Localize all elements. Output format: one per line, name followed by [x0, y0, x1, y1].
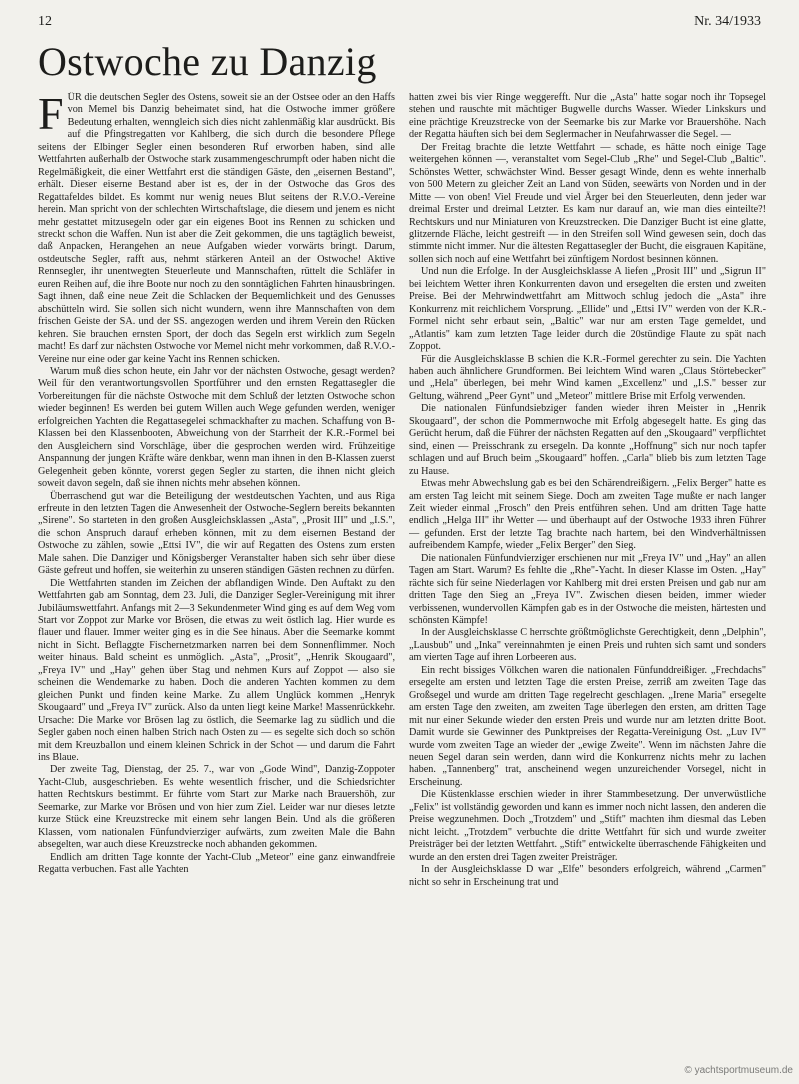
paragraph: hatten zwei bis vier Ringe weggerefft. Nur die „Asta" hatte sogar noch ihr Topsegel stehen und rauschte mit mächtiger Bugwelle durchs Wasser. Wieder Linkskurs und eine prächtige Kreuzstrecke von der Seemarke bis zur Marke vor Brauershöhe. Nach der Regatta häuften sich bei dem Seglermacher in Neufahrwasser die Segel. —: [409, 92, 766, 141]
paragraph: Warum muß dies schon heute, ein Jahr vor der nächsten Ostwoche, gesagt werden? Weil für den verantwortungsvollen Sportführer und den ernsten Regattasegler die Vorbereitungen für die nächste Ostwoche mit dem Schluß der letzten Ostwoche schon wieder beginnen! Es werden bei gutem Willen auch Wege gefunden werden, weniger erfolgreichen Yachten die Regattasegelei schmackhafter zu machen. Schaffung von B-Klassen bei den Klassenbooten, Abweichung von der Starrheit der K.R.-Formel bei den Ausgleichern sind Vorschläge, über die gesprochen werden wird. Frühzeitige Anspannung der jungen Kräfte wäre denkbar, wenn man ihnen in den B-Klassen zuerst Gelegenheit geben könnte, vorerst gegen Segler zu starten, die ihnen nicht gleich soweit davon segeln, daß sie ihnen nichts mehr absehen können.: [38, 365, 395, 490]
paragraph: Für die Ausgleichsklasse B schien die K.R.-Formel gerechter zu sein. Die Yachten haben auch ähnlichere Grundformen. Bei leichtem Wind waren „Claus Störtebecker" und „Hela" überlegen, bei mehr Wind kamen „Excellenz" und „I.S." besser zur Geltung, während „Peer Gynt" und „Meteor" mittlere Brise mit Erfolg verwenden.: [409, 353, 766, 402]
article-body: [38, 92, 766, 1064]
paragraph: In der Ausgleichsklasse D war „Elfe" besonders erfolgreich, während „Carmen" nicht so sehr in Erscheinung trat und: [409, 864, 766, 888]
paragraph: Die nationalen Fünfundvierziger erschienen nur mit „Freya IV" und „Hay" an allen Tagen am Start. Warum? Es fehlte die „Rhe"-Yacht. In dieser Klasse im Osten. „Hay" rächte sich für seine Niederlagen vor Kahlberg mit drei ersten Preisen und gab nur am dritten Tage den Sieg an „Freya IV". Zwischen diesen beiden, immer wieder verbissenen, wundervollen Kämpfen gab es in der Ostwoche die meisten, härtesten und schönsten Kämpfe!: [409, 552, 766, 627]
paragraph: Die Wettfahrten standen im Zeichen der abflandigen Winde. Den Auftakt zu den Wettfahrten gab am Sonntag, dem 23. Juli, die Danziger Segler-Vereinigung mit ihrer Jubiläumswettfahrt. Anfangs mit 2—3 Sekundenmeter Wind ging es auf dem Weg vom Start vor Zoppot zur Marke vor Brösen, die etwas zu weit östlich lag. Hier wurde es flauer und flauer. Immer weiter ging es in die See hinaus. Aber die Seemarke kommt nicht in Sicht. Beflaggte Fischernetzmarken narren bei dem Sonnenflimmer. Noch weiter hinaus. Bald scheint es unmöglich. „Asta", „Prosit", „Henrik Skougaard", „Freya IV" und „Hay" gehen über Stag und nehmen Kurs auf Zoppot — also sie scheinen die Wendemarke zu haben. Doch die anderen Yachten kommen zu dem gleichen Punkt und finden keine Marke. Zu allem Unglück kommen „Henryk Skougaard" und „Freya IV" zurück. Also da unten liegt keine Marke! Massenrückkehr. Ursache: Die Marke vor Brösen lag zu östlich, die Seemarke lag zu südlich und die Segler gaben noch einen halben Strich nach Osten zu — es segelte sich doch so schön mit dem Kreuzballon und einem kleinen Schrick in der Schot — und darum die Fahrt ins Blaue.: [38, 577, 395, 764]
paragraph: Etwas mehr Abwechslung gab es bei den Schärendreißigern. „Felix Berger" hatte es am ersten Tag leicht mit seinem Siege. Doch am zweiten Tage mußte er nach langer Zeit wieder einmal „Frosch" den Preis entführen sehen. Und am dritten Tage hatte endlich „Helga III" ihr Wetter — und überhaupt auf der Ostwoche 1933 ihren Führer — gefunden. Erst der letzte Tag brachte nach hartem, bei den Windverhältnissen aufreibendem Kampfe, wieder „Felix Berger" den Sieg.: [409, 478, 766, 552]
paragraph: Endlich am dritten Tage konnte der Yacht-Club „Meteor" eine ganz einwandfreie Regatta verbuchen. Fast alle Yachten: [38, 851, 395, 876]
dropcap: F: [38, 92, 64, 139]
paragraph: Die Küstenklasse erschien wieder in ihrer Stammbesetzung. Der unverwüstliche „Felix" ist vollständig geworden und kann es immer noch nicht lassen, den anderen die Preise wegzunehmen. Doch „Trotzdem" und „Stift" machten ihm diesmal das Leben nicht leicht. „Trotzdem" verbuchte die dritte Wettfahrt für sich und wurde zweiter Preisträger bei der letzten Wettfahrt. „Stift" entwickelte überraschende Fähigkeiten und wurde an den ersten drei Tagen zweiter Preisträger.: [409, 789, 766, 863]
article-title: Ostwoche zu Danzig: [38, 39, 377, 84]
paragraph: Überraschend gut war die Beteiligung der westdeutschen Yachten, und aus Riga erfreute in den letzten Tagen die Anwesenheit der Ostwoche-Seglern bereits bekannten „Sirene". So starteten in den großen Ausgleichsklassen „Asta", „Prosit III" und „I.S.", die schon Anspruch darauf erheben können, mit zu dem eisernen Bestand der Ostwoche zu zählen, sowie „Ettsi IV", die wir auf Regatten des Ostens zum ersten Male sahen. Die Danziger und Königsberger Veranstalter haben sich sehr über diese Gäste gefreut und hoffen, sie weiterhin zu unseren ständigen Gästen rechnen zu dürfen.: [38, 490, 395, 577]
paragraph: In der Ausgleichsklasse C herrschte größtmöglichste Gerechtigkeit, denn „Delphin", „Lausbub" und „Inka" vereinnahmten je einen Preis und ruhten sich samt und sonders am vierten Tage auf ihren Lorbeeren aus.: [409, 627, 766, 664]
watermark-text: © yachtsportmuseum.de: [684, 1065, 793, 1076]
column-left: [38, 92, 395, 1064]
page-header: [38, 14, 761, 34]
paragraph: Die nationalen Fünfundsiebziger fanden wieder ihren Meister in „Henrik Skougaard", der schon die Pommernwoche mit Erfolg abgesegelt hatte. Es ging das Gerücht herum, daß die Führer der nächsten Regatten auf den „Skougaard" verpflichtet sind, einen — Preisschrank zu ersegeln. Da konnte „Hoffnung" sich nur noch tapfer schlagen und auf Bruch beim „Skougaard" hoffen. „Carla" blieb bis zum letzten Tage zu Hause.: [409, 403, 766, 477]
issue-label: Nr. 34/1933: [694, 14, 761, 29]
paragraph: Ein recht bissiges Völkchen waren die nationalen Fünfunddreißiger. „Frechdachs" ersegelte am ersten und letzten Tage die ersten Preise, zerriß am zweiten Tage das Großsegel und wurde am dritten Tage regelrecht geschlagen. „Irene Maria" ersegelte am ersten Tage den zweiten, am zweiten Tage überlegen den ersten, am dritten Tage mit nur einer Sekunde wieder den ersten Preis und wurde nur am letzten dritte Boot. Damit wurde sie Gewinner des Punktpreises der Regatta-Vereinigung Ost. „Luv IV" wurde vom zweiten Tage an wieder der „ewige Zweite". Wenn im nächsten Jahre die neuen Segel daran sein werden, dann wird die Konkurrenz nichts mehr zu lachen haben. „Tannenberg" trat, anscheinend wegen unzureichender Vorsegel, nicht in Erscheinung.: [409, 664, 766, 788]
paragraph-text: ÜR die deutschen Segler des Ostens, soweit sie an der Ostsee oder an den Haffs von Memel bis Danzig beheimatet sind, hat die Ostwoche immer größere Bedeutung erhalten, wenngleich sich dies nicht zahlenmäßig klar ausdrückt. Bis auf die Pfingstregatten vor Kahlberg, die sich durch die besondere Pflege seitens der Elbinger Segler einen besonderen Ruf erworben haben, sind alle Wettfahrten außerhalb der Ostwoche stark zusammengeschrumpft oder haben nicht die Regelmäßigkeit, die einer Wettfahrt erst die ständigen Gäste, den „eisernen Bestand", erhält. Dieser eiserne Bestand aber ist es, der in der Ostwoche das Gros des Regattafeldes bildet. Es kommt nur wenig neues Blut seitens der R.V.O.-Vereine herein. Man spricht von der schlechten Wirtschaftslage, die diesem und jenem es nicht mehr gestattet mitzusegeln oder gar ein eigenes Boot ins Rennen zu schicken und streckt schon die Waffen. Nun ist aber die Zeit gekommen, die uns tagtäglich beweist, daß Anpacken, Herangehen an neue Aufgaben wieder vorwärts bringt. Darum, ostdeutsche Segler, rafft aus, nehmt stärkeren Anteil an der Ostwoche! Aktive Rennsegler, ihr unentwegten Steuerleute und Mannschaften, rüttelt die Schläfer in euren Reihen auf, die ihre Boote nur noch zu den sonntäglichen Fahrten hinausbringen. Sagt ihnen, daß eine neue Zeit die Schlacken der Bequemlichkeit und des Genusses abschütteln wird. Sie sollen sich nicht wundern, wenn ihre Mannschaften von dem frischen Geiste der SA. und der SS. angezogen werden und ihrem Verein den Rücken kehren. Sie brauchen ernsten Sport, der doch das Segeln erst wirklich zum Segeln macht! Es darf zur nächsten Ostwoche vor Memel nicht mehr vorkommen, daß R.V.O.-Vereine nur eine oder gar keine Yacht ins Rennen schicken.: [38, 92, 395, 365]
page-number: 12: [38, 14, 52, 29]
paragraph: [38, 92, 395, 366]
paragraph: Der zweite Tag, Dienstag, der 25. 7., war von „Gode Wind", Danzig-Zoppoter Yacht-Club, ausgeschrieben. Es wehte wesentlich frischer, und die Schiedsrichter hatten Rechtskurs bestimmt. Er führte vom Start zur Marke nach Brauershöh, zur Seemarke, zur Marke vor Brösen und von hier zum Ziel. Leider war nur dieses letzte kurze Stück eine Kreuzstrecke mit einem sehr langen Bein. Und als die größeren Klassen, vom nationalen Fünfundvierziger aufwärts, zum zweiten Male die Bahn absegelten, war auch diese Kreuzstrecke noch abhanden gekommen.: [38, 764, 395, 851]
paragraph: Der Freitag brachte die letzte Wettfahrt — schade, es hätte noch einige Tage weitergehen können —, veranstaltet vom Segel-Club „Rhe" und Segel-Club „Baltic". Schönstes Wetter, schwächster Wind. Besser gesagt Winde, denn es wehte innerhalb von 500 Metern zu gleicher Zeit an Land von Süden, seewärts von Norden und in der Mitte — von oben! Viel Freude und viel Ärger bei den Steuerleuten, denn jeder war dreimal Erster und dreimal Letzter. Es kam nur darauf an, wie man dies einteilte?! Rechtskurs und nur Miniaturen von Kreuzstrecken. Die Danziger Bucht ist eine glatte, glitzernde Fläche, leicht gestreift — in den Streifen soll Wind gewesen sein, doch das stimmte nicht immer. Nur die ältesten Regattasegler der Bucht, die eisgrauen Kapitäne, sollen sich noch auf eine Wettfahrt bei zünftigem Nordost besinnen können.: [409, 141, 766, 265]
watermark: [684, 1065, 793, 1076]
column-right: [409, 92, 766, 1064]
paragraph: Und nun die Erfolge. In der Ausgleichsklasse A liefen „Prosit III" und „Sigrun II" bei leichtem Wetter ihren Konkurrenten davon und ersegelten die ersten und zweiten Preise. Bei der Mehrwindwettfahrt am Mittwoch schlug jedoch die „Asta" ihre Konkurrenz mit reichlichem Vorsprung. „Ellide" und „Ettsi IV" werden von der K.R.-Formel nicht sehr erbaut sein, „Baltic" war nur am ersten Tage gemeldet, und „Atlantis" kam zum letzten Tage leider durch die 20stündige Flaute zu spät nach Zoppot.: [409, 266, 766, 353]
